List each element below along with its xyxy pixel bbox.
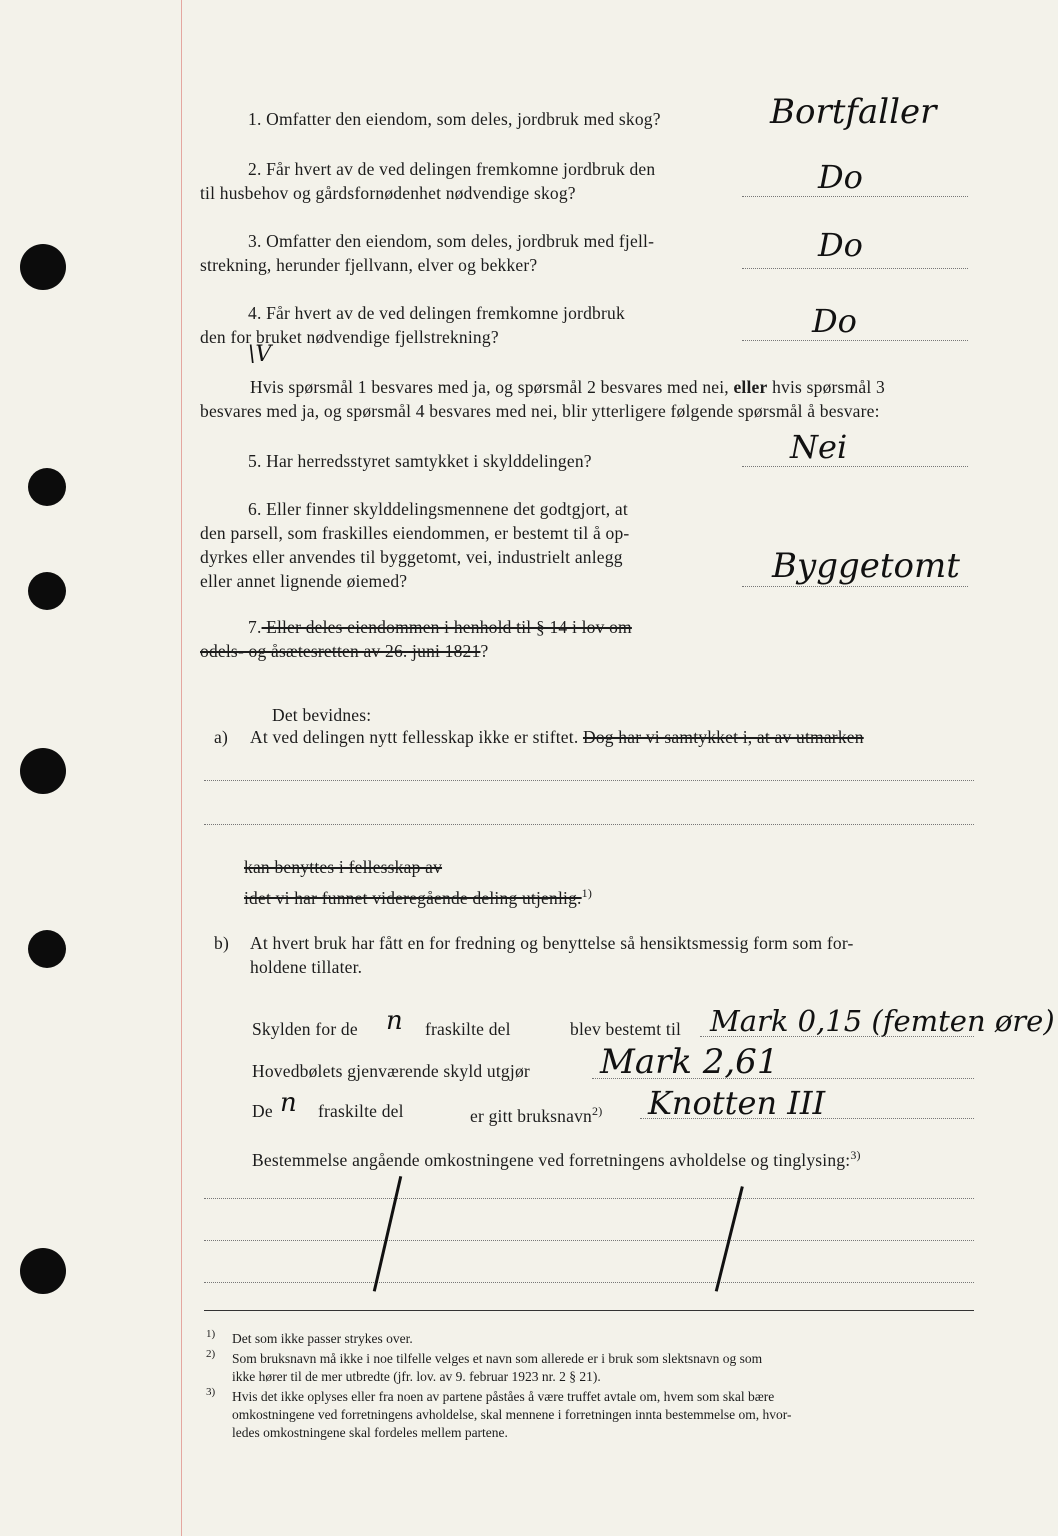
- question-5: 5. Har herredsstyret samtykket i skylddelingen?: [248, 451, 592, 471]
- skyld-line-3-label: er gitt bruksnavn: [470, 1105, 592, 1126]
- attest-struck-line-1: kan benyttes i fellesskap av: [244, 857, 443, 877]
- footnote-separator: [204, 1310, 974, 1311]
- skyld-line-1-hw: n: [386, 1006, 403, 1036]
- footnote-2-line-2: ikke hører til de mer utbredte (jfr. lov. av 9. februar 1923 nr. 2 § 21).: [232, 1369, 601, 1384]
- question-2-line-1: 2. Får hvert av de ved delingen fremkomne jordbruk den: [248, 159, 656, 179]
- handwritten-slash: [373, 1176, 402, 1292]
- attest-a-text: At ved delingen nytt fellesskap ikke er stiftet.: [250, 727, 583, 747]
- skyld-line-4-text: Bestemmelse angående omkostningene ved forretningens avholdelse og tinglysing:: [252, 1149, 851, 1170]
- skyld-line-4: [252, 1144, 861, 1171]
- question-4-line-1: 4. Får hvert av de ved delingen fremkomne jordbruk: [248, 303, 625, 323]
- footnote-ref: 2): [592, 1104, 603, 1118]
- fill-line: [204, 780, 974, 781]
- question-7-line-2: [200, 640, 488, 662]
- skyld-line-3-hw: n: [280, 1088, 297, 1118]
- handwritten-mark: \V: [248, 342, 272, 367]
- fill-line: [640, 1118, 974, 1119]
- binder-hole: [20, 244, 66, 290]
- conditional-text-a: Hvis spørsmål 1 besvares med ja, og spørsmål 2 besvares med nei,: [250, 377, 734, 397]
- footnote-ref: 1): [581, 886, 593, 900]
- question-6-line-1: 6. Eller finner skylddelingsmennene det godtgjort, at: [248, 499, 628, 519]
- question-7-struck-text-2: odels- og åsætesretten av 26. juni 1821: [200, 641, 481, 661]
- fill-line: [204, 1240, 974, 1241]
- attest-b-line-2: holdene tillater.: [250, 957, 363, 977]
- footnote-1-ref: 1): [206, 1328, 216, 1340]
- question-2-line-2: til husbehov og gårdsfornødenhet nødvendige skog?: [200, 183, 576, 203]
- answer-3-handwritten: Do: [818, 226, 863, 264]
- skyld-line-3-a: De: [252, 1101, 273, 1121]
- skyld-line-3-answer: Knotten III: [648, 1084, 826, 1122]
- question-7-number: 7.: [248, 617, 262, 637]
- footnote-3-line-3: ledes omkostningene skal fordeles mellem partene.: [232, 1425, 508, 1440]
- skyld-line-2-answer: Mark 2,61: [600, 1042, 779, 1082]
- answer-line: [742, 268, 968, 269]
- question-4-line-2: den for bruket nødvendige fjellstrekning?: [200, 327, 499, 347]
- skyld-line-1-answer: Mark 0,15 (femten øre): [710, 1004, 1055, 1038]
- question-7-line-1: [248, 616, 632, 638]
- skyld-line-1-b: fraskilte del: [425, 1019, 511, 1039]
- answer-line: [742, 466, 968, 467]
- question-1: 1. Omfatter den eiendom, som deles, jordbruk med skog?: [248, 109, 661, 129]
- question-6-line-3: dyrkes eller anvendes til byggetomt, vei, industrielt anlegg: [200, 547, 623, 567]
- footnote-2-line-1: Som bruksnavn må ikke i noe tilfelle velges et navn som allerede er i bruk som slektsnavn og som: [232, 1351, 763, 1366]
- answer-6-handwritten: Byggetomt: [772, 546, 960, 586]
- attest-heading: Det bevidnes:: [272, 705, 372, 725]
- conditional-text-c: hvis spørsmål 3: [767, 377, 885, 397]
- footnote-3-ref: 3): [206, 1386, 216, 1398]
- question-6-line-2: den parsell, som fraskilles eiendommen, er bestemt til å op-: [200, 523, 630, 543]
- answer-4-handwritten: Do: [812, 302, 857, 340]
- footnote-3-line-1: Hvis det ikke oplyses eller fra noen av partene påståes å være truffet avtale om, hvem som skal bære: [232, 1389, 775, 1404]
- answer-2-handwritten: Do: [818, 158, 863, 196]
- question-3-line-2: strekning, herunder fjellvann, elver og bekker?: [200, 255, 538, 275]
- footnote-2-ref: 2): [206, 1348, 216, 1360]
- handwritten-slash: [715, 1186, 744, 1291]
- answer-line: [742, 586, 968, 587]
- attest-struck-text: idet vi har funnet videregående deling utjenlig.: [244, 887, 582, 908]
- fill-line: [204, 824, 974, 825]
- conditional-eller: eller: [733, 377, 768, 397]
- question-6-line-4: eller annet lignende øiemed?: [200, 571, 408, 591]
- question-7-end: ?: [480, 641, 489, 661]
- answer-line: [742, 340, 968, 341]
- binder-hole: [28, 930, 66, 968]
- skyld-line-1-c: blev bestemt til: [570, 1019, 682, 1039]
- binder-hole: [28, 572, 66, 610]
- binder-hole: [28, 468, 66, 506]
- footnote-1-text: Det som ikke passer strykes over.: [232, 1331, 413, 1346]
- fill-line: [204, 1198, 974, 1199]
- skyld-line-3-c: [470, 1100, 602, 1127]
- footnote-3-line-2: omkostningene ved forretningens avholdelse, skal mennene i forretningen innta bestemmelse om, hvor-: [232, 1407, 792, 1422]
- question-7-struck-text: Eller deles eiendommen i henhold til § 14 i lov om: [261, 617, 632, 637]
- skyld-line-3-b: fraskilte del: [318, 1101, 404, 1121]
- attest-a-label: a): [214, 727, 228, 747]
- conditional-line-2: besvares med ja, og spørsmål 4 besvares med nei, blir ytterligere følgende spørsmål å besvare:: [200, 401, 880, 421]
- answer-line: [742, 196, 968, 197]
- margin-rule: [181, 0, 182, 1536]
- answer-1-handwritten: Bortfaller: [770, 92, 937, 132]
- binder-hole: [20, 1248, 66, 1294]
- conditional-line-1: [250, 376, 885, 398]
- skyld-line-1-a: Skylden for de: [252, 1019, 358, 1039]
- fill-line: [204, 1282, 974, 1283]
- attest-a-struck: Dog har vi samtykket i, at av utmarken: [582, 727, 864, 747]
- attest-b-label: b): [214, 933, 229, 953]
- binder-hole: [20, 748, 66, 794]
- question-3-line-1: 3. Omfatter den eiendom, som deles, jordbruk med fjell-: [248, 231, 655, 251]
- attest-struck-line-2: [244, 882, 592, 909]
- footnote-ref: 3): [850, 1148, 861, 1162]
- attest-a-line: [250, 726, 864, 748]
- fill-line: [700, 1036, 974, 1037]
- skyld-line-2: Hovedbølets gjenværende skyld utgjør: [252, 1061, 530, 1081]
- answer-5-handwritten: Nei: [790, 428, 848, 466]
- fill-line: [592, 1078, 974, 1079]
- attest-b-line-1: At hvert bruk har fått en for fredning og benyttelse så hensiktsmessig form som for-: [250, 933, 854, 953]
